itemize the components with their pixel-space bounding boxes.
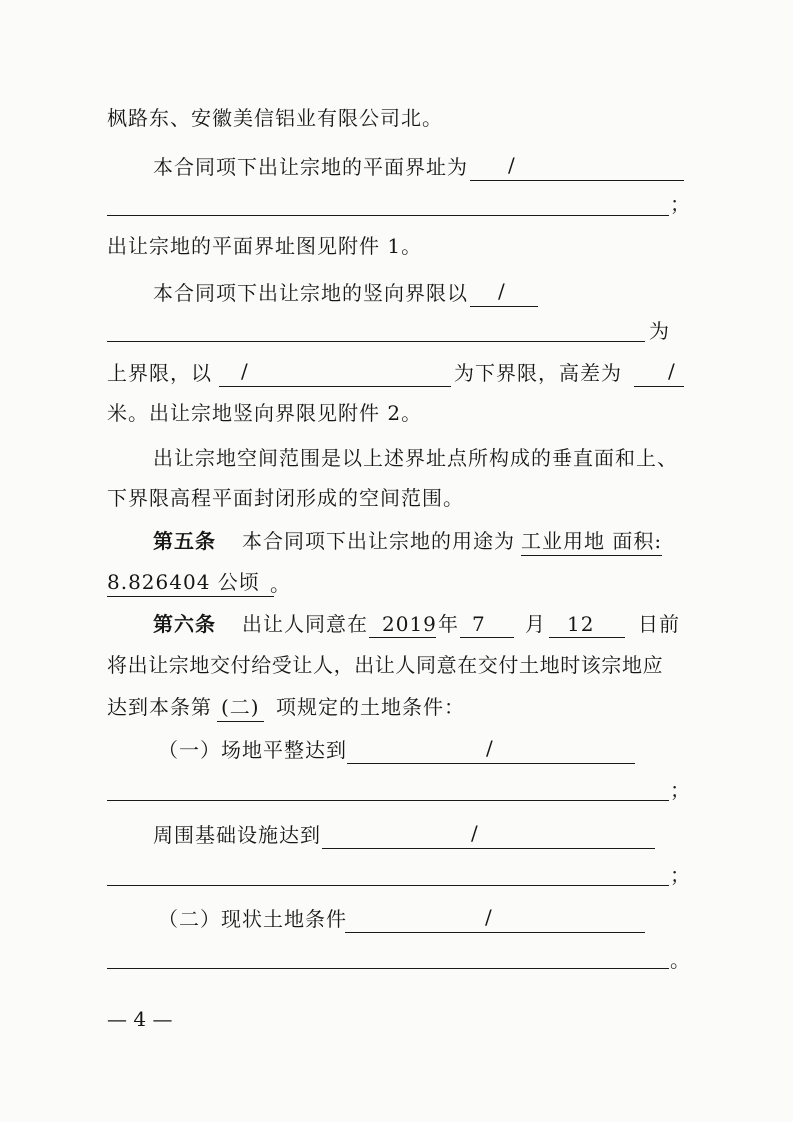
text-line: 上界限，以 (107, 361, 212, 385)
year-value: 2019 (382, 612, 437, 636)
text: 年 (438, 612, 459, 636)
blank-value: / (471, 821, 479, 845)
page-number: — 4 — (107, 1007, 173, 1031)
text-line: 枫路东、安徽美信铝业有限公司北。 (107, 106, 443, 130)
text: 日前 (638, 612, 680, 636)
text-line: 本合同项下出让宗地的用途为 (242, 529, 515, 553)
blank-line (107, 941, 669, 969)
blank-line (107, 773, 669, 801)
text-line: 出让宗地空间范围是以上述界址点所构成的垂直面和上、 (153, 446, 678, 470)
blank-line (470, 153, 684, 181)
punctuation: 。 (670, 948, 691, 972)
punctuation: ； (670, 863, 691, 887)
blank-line (345, 905, 645, 933)
land-use-value: 工业用地 面积: (521, 527, 662, 556)
blank-value: / (668, 359, 676, 383)
text: 月 (525, 612, 546, 636)
article-label: 第六条 (153, 612, 216, 636)
text: 为 (649, 319, 670, 343)
punctuation: 。 (270, 572, 291, 596)
blank-line (219, 359, 451, 387)
text-line: 达到本条第 (107, 695, 212, 719)
blank-line (107, 858, 669, 886)
text-line: 将出让宗地交付给受让人，出让人同意在交付土地时该宗地应 (107, 653, 664, 677)
punctuation: ； (670, 192, 691, 216)
condition-item-value: (二) (217, 693, 264, 722)
blank-value: / (498, 279, 506, 303)
punctuation: ； (670, 778, 691, 802)
article-label: 第五条 (153, 529, 216, 553)
blank-line (107, 188, 669, 216)
month-value: 7 (472, 612, 486, 636)
text-line: （一）场地平整达到 (158, 738, 347, 762)
blank-value: / (241, 359, 249, 383)
text-line: 本合同项下出让宗地的竖向界限以 (153, 281, 468, 305)
blank-line (322, 821, 655, 849)
text-line: 周围基础设施达到 (153, 823, 321, 847)
blank-value: / (486, 736, 494, 760)
text-line: 出让宗地的平面界址图见附件 1。 (107, 234, 423, 258)
blank-value: / (485, 905, 493, 929)
text-line: 出让人同意在 (242, 612, 368, 636)
text-line: 下界限高程平面封闭形成的空间范围。 (107, 486, 464, 510)
blank-value: / (508, 153, 516, 177)
text-line: 项规定的土地条件： (276, 695, 465, 719)
blank-line (634, 359, 684, 387)
blank-line (460, 610, 514, 638)
text-line: （二）现状土地条件 (158, 907, 347, 931)
blank-line (107, 314, 645, 342)
text-line: 本合同项下出让宗地的平面界址为 (153, 155, 468, 179)
text-line: 为下界限，高差为 (454, 361, 622, 385)
day-value: 12 (567, 612, 595, 636)
text-line: 米。出让宗地竖向界限见附件 2。 (107, 401, 423, 425)
area-value: 8.826404 公顷 (107, 568, 274, 597)
